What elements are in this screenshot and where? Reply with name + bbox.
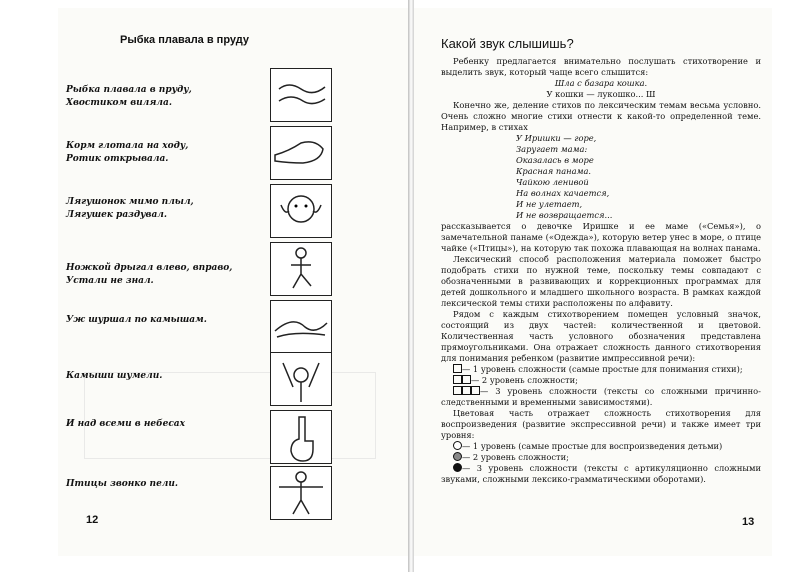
verse-4: Ножкой дрыгал влево, вправо, Устали не знал. bbox=[66, 263, 233, 286]
level-2-text: — 2 уровень сложности; bbox=[471, 375, 578, 385]
verse-7: И над всеми в небесах bbox=[66, 419, 186, 429]
poem-line: И не улетает, bbox=[516, 199, 583, 209]
left-page-title: Рыбка плавала в пруду bbox=[120, 34, 249, 46]
verse-2: Корм глотала на ходу, Ротик открывала. bbox=[66, 141, 189, 164]
paragraph-3: рассказывается о девочке Иришке и ее маме («Семья»), о замечательной панаме («Одежда»), которую ветер унес в море, о птице чайке («Птицы»), на которую так похожа плавающая на волнах панама. bbox=[441, 221, 761, 253]
poem bbox=[441, 133, 761, 221]
verse-3: Лягушонок мимо плыл, Лягушек раздувал. bbox=[66, 197, 194, 220]
color-3-text: — 3 уровень сложности (тексты с артикуляционно сложными звуками, сложными лексико-грамматическими оборотами). bbox=[441, 463, 761, 484]
square-2-icon bbox=[453, 375, 462, 384]
black-circle-icon bbox=[453, 463, 462, 472]
boy-puffing-cheeks-icon bbox=[270, 184, 332, 238]
level-3-item bbox=[441, 386, 761, 408]
paragraph-6: Цветовая часть отражает сложность стихотворения для воспроизведения (развитие экспрессивной речи) и также имеет три уровня: bbox=[441, 408, 761, 440]
level-1-text: — 1 уровень сложности (самые простые для понимания стихи); bbox=[462, 364, 743, 374]
right-page-title: Какой звук слышишь? bbox=[441, 36, 574, 51]
verse-6: Камыши шумели. bbox=[66, 371, 163, 381]
poem-line: На волнах качается, bbox=[516, 188, 610, 198]
bleed-through-image bbox=[84, 372, 376, 459]
poem-line: Чайкою ленивой bbox=[516, 177, 589, 187]
level-3-text: — 3 уровень сложности (тексты со сложными причинно-следственными и временными зависимостями). bbox=[441, 386, 761, 407]
boy-arms-spread-icon bbox=[270, 466, 332, 520]
example-line-2: У кошки — лукошко... Ш bbox=[546, 89, 656, 99]
hand-snake-icon bbox=[270, 300, 332, 354]
level-2-item bbox=[441, 375, 761, 386]
color-3-item bbox=[441, 463, 761, 485]
color-1-text: — 1 уровень (самые простые для воспроизведения детьми) bbox=[462, 441, 723, 451]
color-1-item bbox=[441, 441, 761, 452]
square-1-icon bbox=[453, 364, 462, 373]
square-3c-icon bbox=[471, 386, 480, 395]
right-page-number: 13 bbox=[742, 516, 755, 528]
example-line-1: Шла с базара кошка. bbox=[554, 78, 648, 88]
intro-paragraph: Ребенку предлагается внимательно послушать стихотворение и выделить звук, который чаще всего слышится: bbox=[441, 56, 761, 77]
hand-mouth-icon bbox=[270, 126, 332, 180]
boy-arms-up-icon bbox=[270, 352, 332, 406]
hand-fish-icon bbox=[270, 68, 332, 122]
poem-line: Заругает мама: bbox=[516, 144, 588, 154]
paragraph-2: Конечно же, деление стихов по лексическим темам весьма условно. Очень сложно многие стихи отнести к какой-то определенной теме. Например, в стихах bbox=[441, 100, 761, 132]
right-page-body bbox=[441, 56, 761, 485]
square-2b-icon bbox=[462, 375, 471, 384]
verse-8: Птицы звонко пели. bbox=[66, 479, 179, 489]
square-3-icon bbox=[453, 386, 462, 395]
poem-line: Красная панама. bbox=[516, 166, 592, 176]
level-1-item bbox=[441, 364, 761, 375]
book-spine bbox=[408, 0, 414, 572]
verse-1: Рыбка плавала в пруду, Хвостиком виляла. bbox=[66, 85, 192, 108]
color-2-item bbox=[441, 452, 761, 463]
empty-circle-icon bbox=[453, 441, 462, 450]
square-3b-icon bbox=[462, 386, 471, 395]
paragraph-5: Рядом с каждым стихотворением помещен условный значок, состоящий из двух частей: количественной и цветовой. Количественная часть условного обозначения представлена прямоугольниками. Она отражает сложность данного стихотворения для понимания ребенком (развитие импрессивной речи): bbox=[441, 309, 761, 363]
paragraph-4: Лексический способ расположения материала поможет быстро подобрать стихи по нужной теме, поскольку темы совпадают с обозначенными в развивающих и коррекционных программах для детей дошкольного и младшего школьного возраста. В рамках каждой лексической темы стихи расположены по алфавиту. bbox=[441, 254, 761, 308]
poem-line: И не возвращается... bbox=[516, 210, 613, 220]
left-page-number: 12 bbox=[86, 514, 99, 526]
poem-line: У Иришки — горе, bbox=[516, 133, 597, 143]
color-2-text: — 2 уровень сложности; bbox=[462, 452, 569, 462]
boy-kicking-icon bbox=[270, 242, 332, 296]
poem-line: Оказалась в море bbox=[516, 155, 594, 165]
pointing-finger-icon bbox=[270, 410, 332, 464]
gray-circle-icon bbox=[453, 452, 462, 461]
verse-5: Уж шуршал по камышам. bbox=[66, 315, 207, 325]
